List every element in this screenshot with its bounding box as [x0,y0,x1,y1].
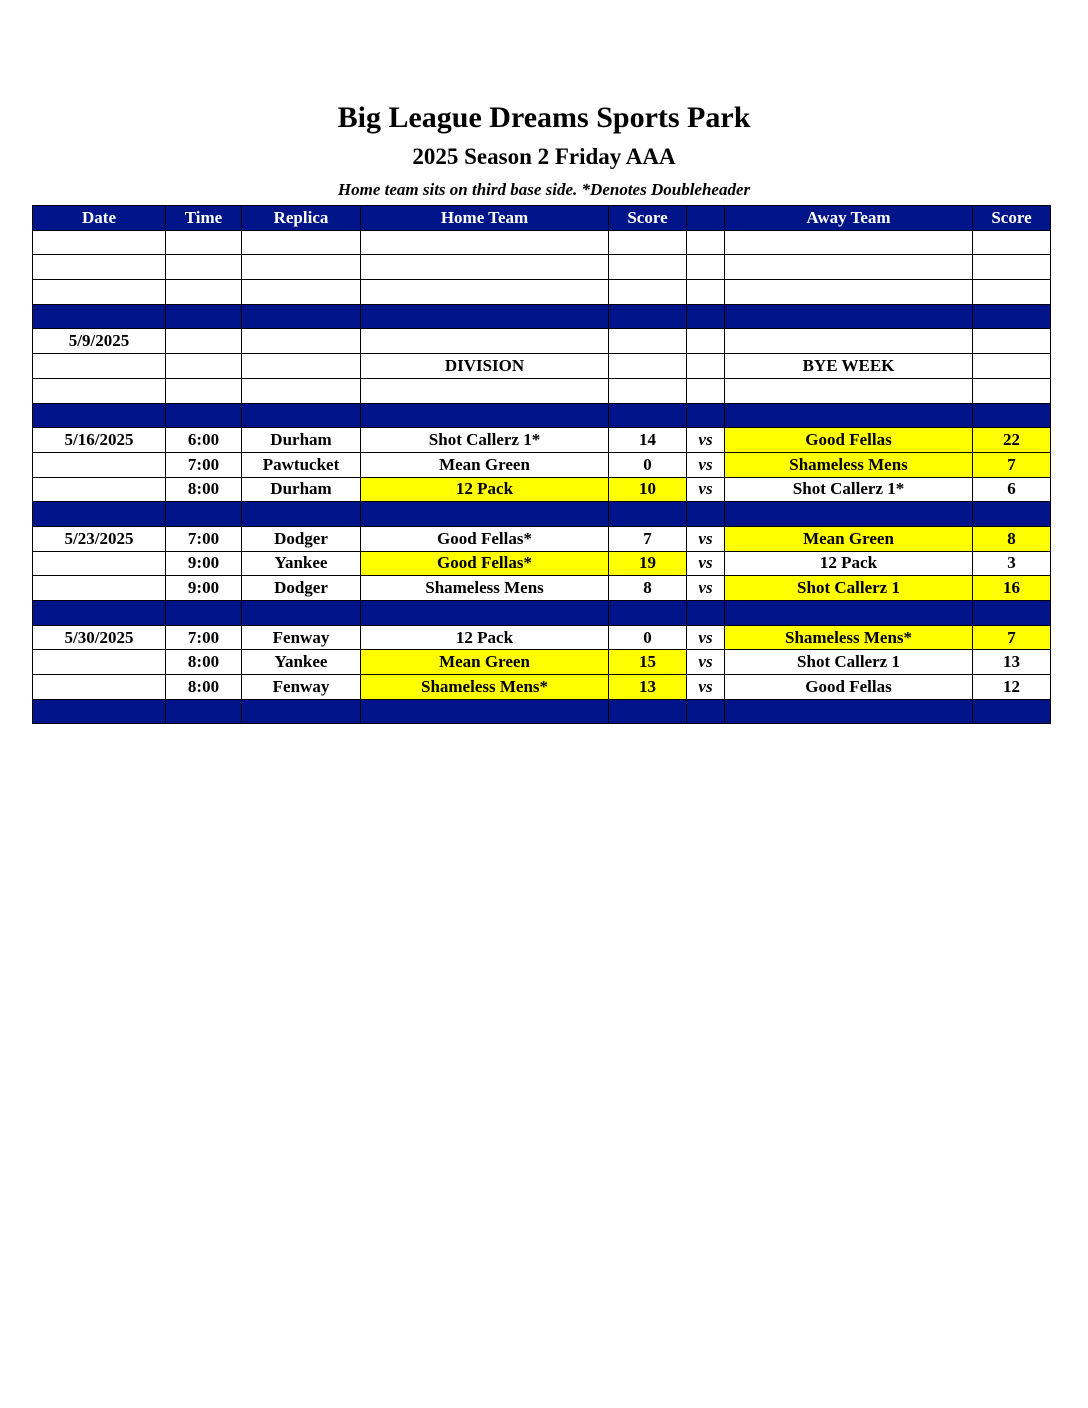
header-away-score: Score [973,206,1051,231]
table-row [33,280,1051,305]
cell-time: 8:00 [166,675,242,700]
cell-date [33,230,166,255]
separator-cell [166,502,242,527]
cell-date: 5/23/2025 [33,526,166,551]
cell-time: 9:00 [166,576,242,601]
table-row [33,452,1051,477]
page-subtitle: 2025 Season 2 Friday AAA [412,144,676,169]
cell-date [33,650,166,675]
separator-cell [242,304,361,329]
cell-vs: vs [687,576,725,601]
cell-away-score: 8 [973,526,1051,551]
cell-away-team: Shot Callerz 1 [725,576,973,601]
separator-cell [725,304,973,329]
cell-home-score: 0 [609,452,687,477]
separator-cell [242,601,361,626]
cell-away-team: Shot Callerz 1 [725,650,973,675]
cell-time [166,255,242,280]
separator-cell [973,304,1051,329]
table-row [33,675,1051,700]
separator-cell [687,403,725,428]
cell-home-score [609,329,687,354]
separator-cell [725,502,973,527]
cell-home-team: 12 Pack [361,477,609,502]
separator-row [33,304,1051,329]
cell-away-score: 3 [973,551,1051,576]
cell-replica: Yankee [242,650,361,675]
separator-cell [166,699,242,724]
separator-row [33,502,1051,527]
cell-away-score [973,230,1051,255]
separator-cell [687,699,725,724]
table-row [33,650,1051,675]
cell-home-team: Mean Green [361,452,609,477]
separator-cell [973,601,1051,626]
cell-time: 6:00 [166,428,242,453]
separator-cell [687,304,725,329]
header-row [33,206,1051,231]
cell-away-score: 6 [973,477,1051,502]
cell-vs: vs [687,625,725,650]
cell-time: 7:00 [166,452,242,477]
cell-home-score [609,280,687,305]
cell-away-team: Shameless Mens* [725,625,973,650]
separator-cell [33,699,166,724]
header-date: Date [33,206,166,231]
cell-home-team: Good Fellas* [361,526,609,551]
cell-away-team: Mean Green [725,526,973,551]
cell-home-score: 19 [609,551,687,576]
separator-cell [609,502,687,527]
cell-vs [687,329,725,354]
separator-cell [33,304,166,329]
cell-away-team [725,329,973,354]
cell-vs: vs [687,650,725,675]
cell-replica [242,280,361,305]
cell-date [33,354,166,379]
separator-cell [33,502,166,527]
cell-away-score [973,280,1051,305]
cell-home-team [361,230,609,255]
table-row [33,230,1051,255]
cell-away-team: Good Fellas [725,428,973,453]
separator-cell [973,502,1051,527]
cell-vs: vs [687,477,725,502]
separator-cell [242,502,361,527]
separator-cell [687,502,725,527]
cell-home-team: Shameless Mens [361,576,609,601]
separator-row [33,601,1051,626]
cell-home-score [609,230,687,255]
cell-replica: Durham [242,477,361,502]
cell-date: 5/30/2025 [33,625,166,650]
separator-cell [361,403,609,428]
cell-date [33,675,166,700]
cell-date [33,255,166,280]
cell-vs [687,378,725,403]
separator-cell [609,403,687,428]
cell-away-team [725,280,973,305]
cell-date [33,477,166,502]
separator-cell [973,699,1051,724]
cell-date: 5/16/2025 [33,428,166,453]
cell-home-team: DIVISION [361,354,609,379]
header-home-score: Score [609,206,687,231]
separator-cell [166,304,242,329]
cell-away-team: BYE WEEK [725,354,973,379]
cell-time: 8:00 [166,477,242,502]
cell-vs: vs [687,452,725,477]
cell-home-team [361,255,609,280]
cell-away-team: Shameless Mens [725,452,973,477]
cell-replica: Fenway [242,625,361,650]
cell-replica: Yankee [242,551,361,576]
cell-away-team: Good Fellas [725,675,973,700]
cell-away-team [725,230,973,255]
schedule-body [33,230,1051,724]
cell-replica: Dodger [242,526,361,551]
cell-away-score: 13 [973,650,1051,675]
separator-cell [361,601,609,626]
separator-cell [242,699,361,724]
header-replica: Replica [242,206,361,231]
header-vs [687,206,725,231]
separator-cell [361,304,609,329]
cell-home-team [361,378,609,403]
separator-cell [609,601,687,626]
page-title: Big League Dreams Sports Park [337,101,751,134]
cell-vs [687,280,725,305]
separator-cell [242,403,361,428]
cell-home-team: 12 Pack [361,625,609,650]
separator-cell [609,304,687,329]
cell-date: 5/9/2025 [33,329,166,354]
cell-away-score: 12 [973,675,1051,700]
cell-replica [242,378,361,403]
cell-vs [687,230,725,255]
cell-away-score [973,255,1051,280]
separator-cell [361,502,609,527]
cell-away-team [725,378,973,403]
cell-replica: Dodger [242,576,361,601]
cell-home-score [609,255,687,280]
cell-replica [242,230,361,255]
cell-vs [687,255,725,280]
separator-row [33,699,1051,724]
cell-home-score [609,354,687,379]
table-row [33,576,1051,601]
cell-away-team: Shot Callerz 1* [725,477,973,502]
cell-time [166,354,242,379]
table-row [33,378,1051,403]
cell-home-team: Good Fellas* [361,551,609,576]
schedule-note: Home team sits on third base side. *Denotes Doubleheader [337,180,751,199]
cell-away-score: 22 [973,428,1051,453]
cell-home-team: Shameless Mens* [361,675,609,700]
separator-cell [725,699,973,724]
cell-replica: Durham [242,428,361,453]
cell-home-team: Shot Callerz 1* [361,428,609,453]
cell-time [166,329,242,354]
cell-vs [687,354,725,379]
separator-cell [973,403,1051,428]
cell-date [33,280,166,305]
cell-replica [242,255,361,280]
cell-away-score [973,378,1051,403]
cell-away-score [973,354,1051,379]
separator-cell [33,403,166,428]
cell-home-score: 10 [609,477,687,502]
separator-cell [687,601,725,626]
cell-home-score [609,378,687,403]
cell-replica: Fenway [242,675,361,700]
separator-cell [33,601,166,626]
cell-home-score: 14 [609,428,687,453]
cell-date [33,452,166,477]
table-row [33,329,1051,354]
separator-cell [725,403,973,428]
table-row [33,354,1051,379]
cell-home-score: 0 [609,625,687,650]
cell-date [33,378,166,403]
cell-home-score: 13 [609,675,687,700]
cell-time: 7:00 [166,526,242,551]
separator-row [33,403,1051,428]
cell-date [33,576,166,601]
separator-cell [725,601,973,626]
separator-cell [609,699,687,724]
cell-vs: vs [687,675,725,700]
cell-home-score: 8 [609,576,687,601]
cell-away-score [973,329,1051,354]
separator-cell [361,699,609,724]
cell-time: 8:00 [166,650,242,675]
cell-home-score: 15 [609,650,687,675]
header-home-team: Home Team [361,206,609,231]
cell-away-team: 12 Pack [725,551,973,576]
cell-time [166,378,242,403]
cell-away-score: 7 [973,625,1051,650]
header-away-team: Away Team [725,206,973,231]
separator-cell [166,601,242,626]
cell-replica: Pawtucket [242,452,361,477]
cell-time: 7:00 [166,625,242,650]
table-row [33,428,1051,453]
separator-cell [166,403,242,428]
cell-time [166,280,242,305]
table-row [33,551,1051,576]
table-row [33,255,1051,280]
cell-time: 9:00 [166,551,242,576]
cell-away-team [725,255,973,280]
cell-replica [242,329,361,354]
cell-home-score: 7 [609,526,687,551]
schedule-table [32,205,1051,724]
cell-home-team [361,329,609,354]
cell-home-team: Mean Green [361,650,609,675]
cell-away-score: 7 [973,452,1051,477]
header-time: Time [166,206,242,231]
table-row [33,625,1051,650]
cell-vs: vs [687,551,725,576]
cell-away-score: 16 [973,576,1051,601]
cell-home-team [361,280,609,305]
cell-vs: vs [687,526,725,551]
cell-vs: vs [687,428,725,453]
table-row [33,477,1051,502]
cell-time [166,230,242,255]
cell-date [33,551,166,576]
table-row [33,526,1051,551]
cell-replica [242,354,361,379]
